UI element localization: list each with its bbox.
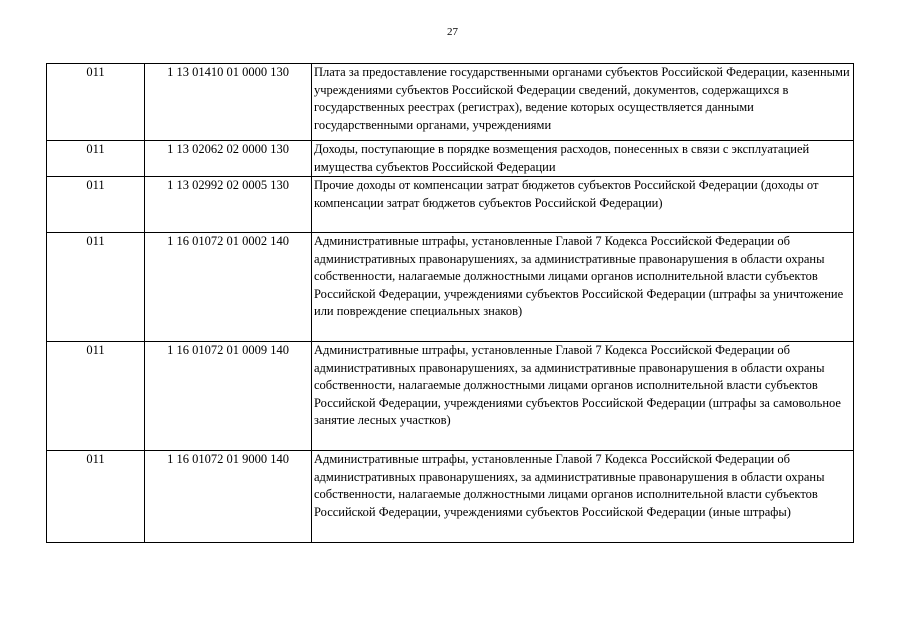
- budget-code-cell: 1 16 01072 01 0002 140: [145, 233, 312, 342]
- table-row: [47, 64, 854, 141]
- budget-code-cell: 1 16 01072 01 0009 140: [145, 342, 312, 451]
- description-cell: Плата за предоставление государственными органами субъектов Российской Федерации, казенными учреждениями субъектов Российской Федерации сведений, документов, содержащихся в государственных реестрах (регистрах), ведение которых осуществляется данными государственными органами, учреждениями: [312, 64, 854, 141]
- budget-code-cell: 1 13 01410 01 0000 130: [145, 64, 312, 141]
- description-cell: Прочие доходы от компенсации затрат бюджетов субъектов Российской Федерации (доходы от компенсации затрат бюджетов субъектов Российской Федерации): [312, 177, 854, 233]
- page-number: 27: [447, 26, 458, 38]
- description-cell: Доходы, поступающие в порядке возмещения расходов, понесенных в связи с эксплуатацией имущества субъектов Российской Федерации: [312, 141, 854, 177]
- budget-codes-table: [46, 63, 854, 543]
- description-cell: Административные штрафы, установленные Главой 7 Кодекса Российской Федерации об административных правонарушениях, за административные правонарушения в области охраны собственности, налагаемые должностными лицами органов исполнительной власти субъектов Российской Федерации, учреждениями субъектов Российской Федерации (иные штрафы): [312, 451, 854, 543]
- table-row: [47, 141, 854, 177]
- table-row: [47, 233, 854, 342]
- admin-code-cell: 011: [47, 342, 145, 451]
- admin-code-cell: 011: [47, 233, 145, 342]
- admin-code-cell: 011: [47, 451, 145, 543]
- description-cell: Административные штрафы, установленные Главой 7 Кодекса Российской Федерации об административных правонарушениях, за административные правонарушения в области охраны собственности, налагаемые должностными лицами органов исполнительной власти субъектов Российской Федерации, учреждениями субъектов Российской Федерации (штрафы за самовольное занятие лесных участков): [312, 342, 854, 451]
- admin-code-cell: 011: [47, 141, 145, 177]
- budget-code-cell: 1 16 01072 01 9000 140: [145, 451, 312, 543]
- admin-code-cell: 011: [47, 177, 145, 233]
- description-cell: Административные штрафы, установленные Главой 7 Кодекса Российской Федерации об административных правонарушениях, за административные правонарушения в области охраны собственности, налагаемые должностными лицами органов исполнительной власти субъектов Российской Федерации, учреждениями субъектов Российской Федерации (штрафы за уничтожение или повреждение специальных знаков): [312, 233, 854, 342]
- table-row: [47, 177, 854, 233]
- budget-code-cell: 1 13 02062 02 0000 130: [145, 141, 312, 177]
- table-row: [47, 342, 854, 451]
- budget-code-cell: 1 13 02992 02 0005 130: [145, 177, 312, 233]
- admin-code-cell: 011: [47, 64, 145, 141]
- table-row: [47, 451, 854, 543]
